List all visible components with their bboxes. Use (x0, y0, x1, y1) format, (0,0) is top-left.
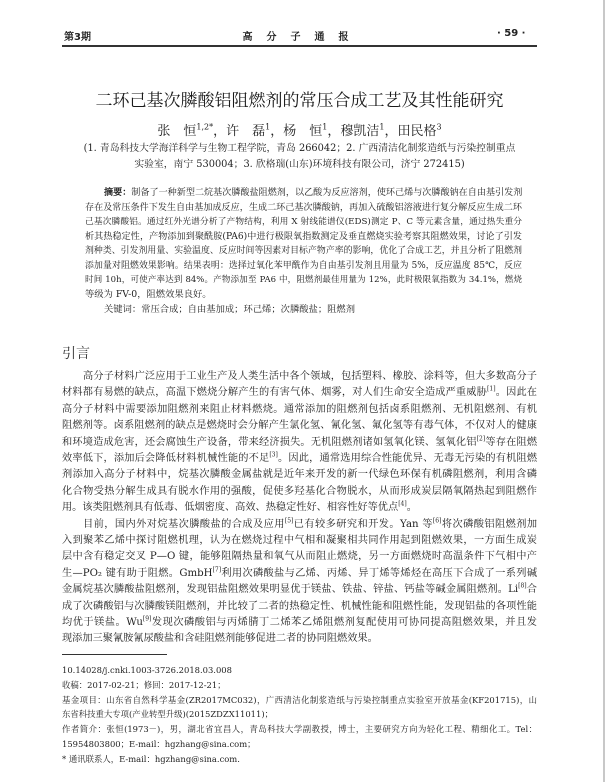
footnote-line: 15954803800；E-mail：hgzhang@sina.com； (62, 739, 256, 749)
abstract-line: 时间 10h，可使产率达到 84%。产物添加至 PA6 中，阻燃剂最佳用量为 12%，此时极限氧指数为 34.1%，燃烧 (85, 275, 522, 285)
page-number: · 59 · (497, 28, 526, 39)
body-line: 和环境造成危害，还会腐蚀生产设备，带来经济损失。无机阻燃剂诸如氢氧化镁、氢氧化铝[2]等存在阻燃 (62, 435, 538, 448)
body-line: 剂添加入高分子材料中，烷基次膦酸金属盐就是近年来开发的新一代绿色环保有机磷阻燃剂，利用含磷 (62, 469, 537, 481)
footnote-line: * 通讯联系人，E-mail：hgzhang@sina.com. (62, 753, 240, 764)
footnote-rule (62, 654, 167, 655)
body-line: 高分子材料中需要添加阻燃剂来阻止材料燃烧。通常添加的阻燃剂包括卤系阻燃剂、无机阻燃剂、有机 (62, 403, 537, 415)
author: 穆凯洁$^1$ (340, 122, 385, 139)
abstract-line: 摘要：制备了一种新型二烷基次膦酸盐阻燃剂，以乙酸为反应溶剂，使环己烯与次膦酸钠在自由基引发剂 (104, 187, 523, 198)
abstract-line: 剂种类、引发剂用量、实验温度、反应时间等因素对目标产物产率的影响，优化了合成工艺，并且分析了阻燃剂 (85, 246, 522, 256)
body-line: 效率低下，添加后会降低材料机械性能的不足[3]。因此，通常选用综合性能优异、无毒无污染的有机阻燃 (62, 451, 538, 464)
body-line: 材料都有易燃的缺点，高温下燃烧分解产生的有害气体、烟雾，对人们生命安全造成严重威胁[1]。因此在 (62, 386, 537, 399)
issue-number: 第3期 (64, 32, 91, 43)
footnote-line: 10.14028/j.cnki.1003-3726.2018.03.008 (62, 665, 232, 675)
abstract-line: 存在及常压条件下发生自由基加成反应，生成二环己基次膦酸钠，再加入硫酸铝溶液进行复分解反应生成二环 (85, 202, 522, 213)
abstract-line: 析其热稳定性，产物添加到聚酰胺(PA6)中进行极限氧指数测定及垂直燃烧实验考察其阻燃效果，讨论了引发 (85, 231, 522, 242)
body-line: 用。该类阻燃剂具有低毒、低烟密度、高效、热稳定性好、相容性好等优点[4]。 (62, 500, 417, 514)
body-line: 层中含有稳定交叉 P—O 键，能够阻隔热量和氧气从而阻止燃烧，另一方面燃烧时高温条件下气相中产 (62, 551, 537, 563)
abstract-label: 摘要： (104, 187, 132, 198)
footnote-line: 东省科技重大专项(产业转型升级)(2015ZDZX11011)； (62, 709, 273, 720)
footnote-line: 收稿：2017-02-21；修回：2017-12-21； (62, 679, 226, 690)
body-line: 入到聚苯乙烯中探讨阻燃机理，认为在燃烧过程中气相和凝聚相共同作用起到阻燃效果，一方面生成炭 (62, 535, 537, 546)
author: 张 恒$^{1,2*}$ (157, 122, 214, 139)
body-line: 现添加三聚氰胺氰尿酸盐和含硅阻燃剂能够促进二者的协同阻燃效果。 (62, 633, 378, 645)
body-line: 化合物受热分解生成具有脱水作用的强酸，促使多羟基化合物脱水，从而形成炭层隔氧隔热起到阻燃作 (62, 485, 537, 497)
body-line: 生—PO₂ 键有助于阻燃。GmbH[7]利用次磷酸盐与乙烯、丙烯、异丁烯等烯烃在高压下合成了一系列碱 (62, 566, 538, 579)
author: 杨 恒$^1$ (283, 122, 328, 139)
abstract-line: 己基次膦酸铝。通过红外光谱分析了产物结构，利用 X 射线能谱仪(EDS)测定 P、C 等元素含量，通过热失重分 (85, 217, 522, 227)
body-line: 成了次磷酸铝与次膦酸镁阻燃剂，并比较了二者的热稳定性、机械性能和阻燃性能，发现铝盐的各项性能 (62, 600, 537, 612)
affiliation-line: (1. 青岛科技大学海洋科学与生物工程学院，青岛 266042；2. 广西清洁化制浆造纸与污染控制重点 (83, 143, 516, 154)
footnote-line: 基金项目：山东省自然科学基金(ZR2017MC032)，广西清洁化制浆造纸与污染控制重点实验室开放基金(KF201715)，山 (62, 694, 537, 705)
footnote-line: 作者简介：张恒(1973－)，男，湖北省宜昌人，青岛科技大学副教授，博士，主要研究方向为轻化工程、精细化工。Tel： (62, 724, 537, 735)
body-line: 金属烷基次膦酸盐阻燃剂，发现铝盐阻燃效果明显优于镁盐、铁盐、锌盐、钙盐等碱金属阻燃剂。Li[8]合 (62, 582, 537, 596)
author-list: 张 恒$^{1,2*}$，许 磊$^1$，杨 恒$^1$，穆凯洁$^1$，田民格$^3$ (157, 122, 442, 139)
paper-title: 二环己基次膦酸铝阻燃剂的常压合成工艺及其性能研究 (95, 91, 504, 111)
body-line: 目前，国内外对烷基次膦酸盐的合成及应用[5]已有较多研究和开发。Yan 等[6]将次磷酸铝阻燃剂加 (83, 517, 538, 530)
header-rule (62, 45, 537, 47)
body-line: 均优于镁盐。Wu[9]发现次磷酸铝与丙烯腈丁二烯苯乙烯阻燃剂复配使用可协同提高阻燃效果，并且发 (62, 615, 537, 628)
section-title-introduction: 引言 (62, 346, 90, 362)
journal-name: 高分子通报 (242, 32, 363, 43)
body-line: 阻燃剂等。卤系阻燃剂的缺点是燃烧时会分解产生氯化氢、氰化氢、氟化氢等有毒气体，不仅对人的健康 (62, 420, 537, 432)
abstract-line: 等级为 FV-0，阻燃效果良好。 (85, 288, 212, 300)
keywords: 关键词：常压合成；自由基加成；环己烯；次膦酸盐；阻燃剂 (104, 304, 356, 315)
body-line: 高分子材料广泛应用于工业生产及人类生活中各个领域，包括塑料、橡胶、涂料等，但大多数高分子 (83, 371, 537, 382)
affiliation-line: 实验室，南宁 530004；3. 欣格瑞(山东)环境科技有限公司，济宁 272415) (134, 159, 465, 170)
abstract-line: 添加量对阻燃效果影响。结果表明：选择过氧化苯甲酰作为自由基引发剂且用量为 5%，反应温度 85℃，反应 (85, 260, 522, 271)
author: 田民格$^3$ (397, 122, 442, 139)
author: 许 磊$^1$ (226, 122, 271, 139)
